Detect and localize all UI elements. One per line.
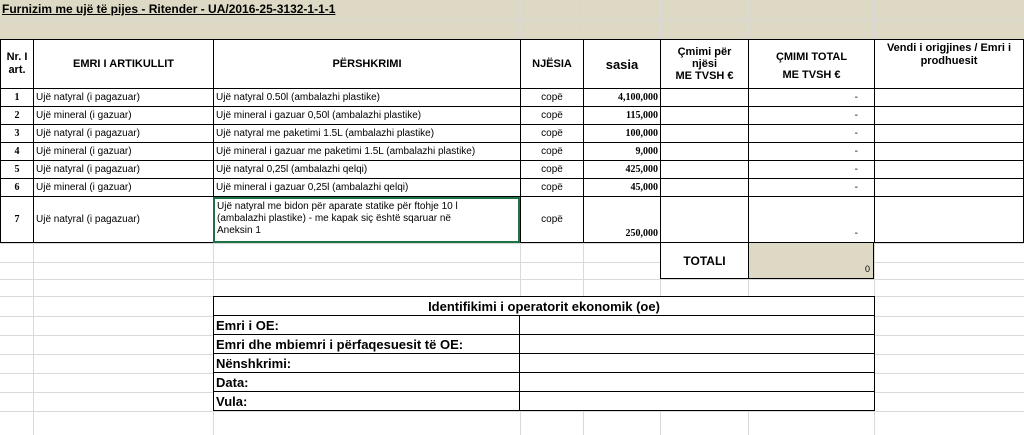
header-vendi[interactable]: Vendi i origjines / Emri i prodhuesit	[874, 39, 1024, 89]
header-sasia[interactable]: sasia	[583, 39, 660, 89]
gridline-horizontal	[0, 279, 1024, 280]
row5-pershkrimi[interactable]: Ujë natyral 0,25l (ambalazhi qelqi)	[213, 161, 520, 179]
operator-field-label-2: Emri dhe mbiemri i përfaqesuesit të OE:	[213, 335, 519, 354]
header-emri[interactable]: EMRI I ARTIKULLIT	[33, 39, 213, 89]
header-cmimi-total-line1: ÇMIMI TOTAL	[775, 51, 848, 63]
operator-field-value-2[interactable]	[519, 335, 875, 354]
row1-sasia[interactable]: 4,100,000	[583, 89, 660, 107]
row5-njesia[interactable]: copë	[520, 161, 583, 179]
row1-total[interactable]: -	[748, 89, 874, 107]
header-cmimi-total[interactable]	[748, 39, 874, 89]
row7-pershkrimi-line1: Ujë natyral me bidon për aparate statike për ftohje 10 l	[217, 201, 458, 212]
row6-nr[interactable]: 6	[0, 179, 33, 197]
gridline-horizontal	[0, 20, 1024, 21]
row2-emri[interactable]: Ujë mineral (i gazuar)	[33, 107, 213, 125]
row3-emri[interactable]: Ujë natyral (i pagazuar)	[33, 125, 213, 143]
row7-pershkrimi-line3: Aneksin 1	[217, 225, 261, 236]
row7-pershkrimi-line2: (ambalazhi plastike) - me kapak siç është sqaruar në	[217, 213, 451, 224]
totali-value[interactable]: 0	[748, 243, 874, 279]
row2-vendi[interactable]	[874, 107, 1024, 125]
row4-total[interactable]: -	[748, 143, 874, 161]
row6-emri[interactable]: Ujë mineral (i gazuar)	[33, 179, 213, 197]
row3-cmimi[interactable]	[660, 125, 748, 143]
row3-vendi[interactable]	[874, 125, 1024, 143]
row5-total[interactable]: -	[748, 161, 874, 179]
header-cmimi-njesi-line1: Çmimi për njësi	[677, 45, 732, 70]
operator-field-label-1: Emri i OE:	[213, 316, 519, 335]
row7-pershkrimi[interactable]	[213, 197, 520, 243]
row4-sasia[interactable]: 9,000	[583, 143, 660, 161]
row1-emri[interactable]: Ujë natyral (i pagazuar)	[33, 89, 213, 107]
row2-cmimi[interactable]	[660, 107, 748, 125]
row7-nr[interactable]: 7	[0, 197, 33, 243]
header-cmimi-njesi-line2: ME TVSH €	[675, 69, 734, 82]
row3-njesia[interactable]: copë	[520, 125, 583, 143]
row1-cmimi[interactable]	[660, 89, 748, 107]
row6-vendi[interactable]	[874, 179, 1024, 197]
row7-njesia[interactable]: copë	[520, 197, 583, 243]
row2-njesia[interactable]: copë	[520, 107, 583, 125]
row2-total[interactable]: -	[748, 107, 874, 125]
row4-nr[interactable]: 4	[0, 143, 33, 161]
header-cmimi-total-line2: ME TVSH €	[782, 69, 841, 81]
row2-pershkrimi[interactable]: Ujë mineral i gazuar 0,50l (ambalazhi plastike)	[213, 107, 520, 125]
operator-field-value-3[interactable]	[519, 354, 875, 373]
row6-pershkrimi[interactable]: Ujë mineral i gazuar 0,25l (ambalazhi qelqi)	[213, 179, 520, 197]
gridline-horizontal	[0, 411, 1024, 412]
row5-vendi[interactable]	[874, 161, 1024, 179]
row7-sasia[interactable]: 250,000	[583, 197, 660, 243]
row4-emri[interactable]: Ujë mineral (i gazuar)	[33, 143, 213, 161]
row7-cmimi[interactable]	[660, 197, 748, 243]
operator-field-label-4: Data:	[213, 373, 519, 392]
sheet-title[interactable]: Furnizim me ujë të pijes - Ritender - UA/2016-25-3132-1-1-1	[2, 2, 336, 16]
row1-nr[interactable]: 1	[0, 89, 33, 107]
row6-njesia[interactable]: copë	[520, 179, 583, 197]
row1-njesia[interactable]: copë	[520, 89, 583, 107]
row5-sasia[interactable]: 425,000	[583, 161, 660, 179]
row6-sasia[interactable]: 45,000	[583, 179, 660, 197]
operator-field-value-1[interactable]	[519, 316, 875, 335]
operator-field-label-5: Vula:	[213, 392, 519, 411]
row1-pershkrimi[interactable]: Ujë natyral 0.50l (ambalazhi plastike)	[213, 89, 520, 107]
row7-emri[interactable]: Ujë natyral (i pagazuar)	[33, 197, 213, 243]
row4-cmimi[interactable]	[660, 143, 748, 161]
row3-pershkrimi[interactable]: Ujë natyral me paketimi 1.5L (ambalazhi plastike)	[213, 125, 520, 143]
operator-field-value-4[interactable]	[519, 373, 875, 392]
row2-sasia[interactable]: 115,000	[583, 107, 660, 125]
header-nr[interactable]: Nr. I art.	[0, 39, 33, 89]
row3-nr[interactable]: 3	[0, 125, 33, 143]
operator-field-value-5[interactable]	[519, 392, 875, 411]
row5-emri[interactable]: Ujë natyral (i pagazuar)	[33, 161, 213, 179]
header-njesia[interactable]: NJËSIA	[520, 39, 583, 89]
row6-total[interactable]: -	[748, 179, 874, 197]
row1-vendi[interactable]	[874, 89, 1024, 107]
totali-label[interactable]: TOTALI	[660, 243, 748, 279]
operator-field-label-3: Nënshkrimi:	[213, 354, 519, 373]
row7-total[interactable]: -	[748, 197, 874, 243]
header-pershkrimi[interactable]: PËRSHKRIMI	[213, 39, 520, 89]
row6-cmimi[interactable]	[660, 179, 748, 197]
row4-njesia[interactable]: copë	[520, 143, 583, 161]
row4-vendi[interactable]	[874, 143, 1024, 161]
row5-nr[interactable]: 5	[0, 161, 33, 179]
row7-vendi[interactable]	[874, 197, 1024, 243]
row5-cmimi[interactable]	[660, 161, 748, 179]
operator-title[interactable]: Identifikimi i operatorit ekonomik (oe)	[213, 296, 875, 316]
row4-pershkrimi[interactable]: Ujë mineral i gazuar me paketimi 1.5L (ambalazhi plastike)	[213, 143, 520, 161]
row3-sasia[interactable]: 100,000	[583, 125, 660, 143]
header-cmimi-njesi[interactable]	[660, 39, 748, 89]
row2-nr[interactable]: 2	[0, 107, 33, 125]
row3-total[interactable]: -	[748, 125, 874, 143]
